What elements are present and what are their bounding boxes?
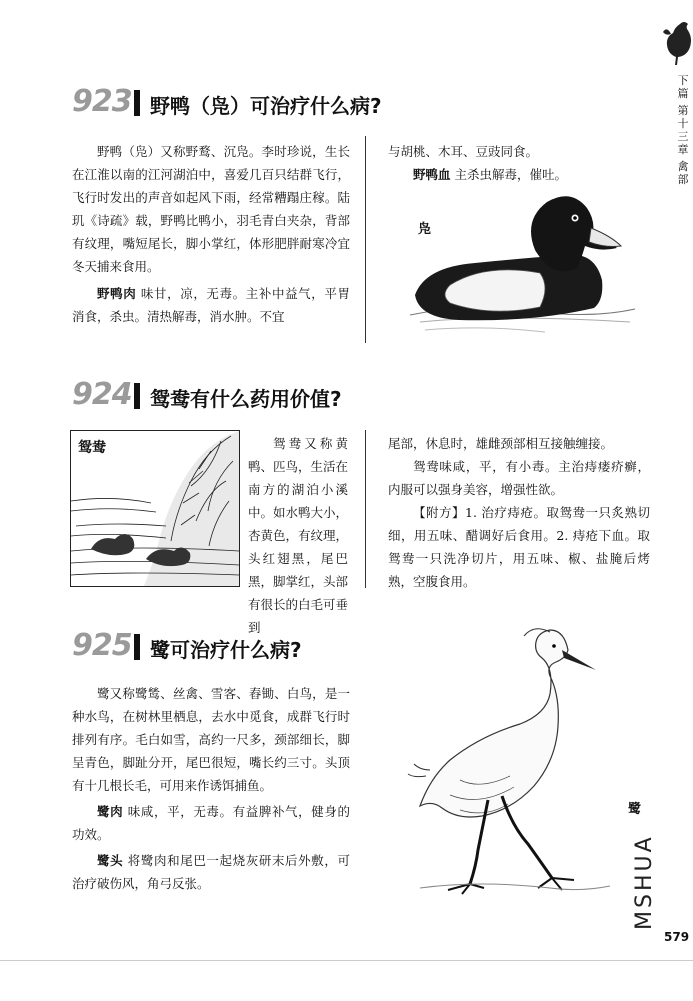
section-924-title: 鸳鸯有什么药用价值? — [150, 387, 342, 411]
section-924-number: 924 — [72, 377, 132, 412]
side-label-section-text: 禽部 — [677, 160, 689, 186]
egret-meat-heading: 鹭肉 — [97, 804, 124, 819]
footer-rule — [0, 960, 693, 961]
duck-illustration — [405, 190, 640, 340]
section-923-paragraph-1: 野鸭（凫）又称野鹜、沉凫。李时珍说，生长在江淮以南的江河湖泊中，喜爱几百只结群飞行，飞行时发出的声音如起风下雨，经常糟蹋庄稼。陆玑《诗疏》载，野鸭比鸭小，羽毛青白夹杂，背部有纹理，嘴短尾长，脚小掌红，体形肥胖耐寒冷宜冬天捕来食用。 — [72, 144, 350, 274]
wild-duck-meat-text: 味甘，凉，无毒。主补中益气，平胃消食，杀虫。清热解毒，消水肿。不宜 — [72, 286, 350, 324]
section-923-left-text — [72, 140, 350, 328]
section-924-paragraph-3: 鸳鸯味咸，平，有小毒。主治痔瘘疥癣，内服可以强身美容，增强性欲。 — [388, 459, 650, 497]
section-924-paragraph-2: 尾部，休息时，雄雌颈部相互接触缠接。 — [388, 436, 614, 451]
section-923-paragraph-2 — [72, 282, 350, 328]
rooster-icon — [660, 18, 693, 68]
section-923-number: 923 — [72, 84, 132, 119]
side-label-chapter — [676, 104, 690, 156]
wild-duck-blood-heading: 野鸭血 — [413, 167, 451, 182]
section-923-divider — [365, 136, 366, 343]
section-923-paragraph-3: 与胡桃、木耳、豆豉同食。 — [388, 144, 539, 159]
section-925-title: 鹭可治疗什么病? — [150, 638, 302, 662]
section-923-bar — [134, 90, 140, 116]
section-925-paragraph-1: 鹭又称鹭鸶、丝禽、雪客、舂锄、白鸟，是一种水鸟，在树林里栖息，去水中觅食，成群飞行时排列有序。毛白如雪，高约一尺多，颈部细长，脚呈青色，脚趾分开，尾巴很短，嘴长约三寸。头顶有十几根长毛，可用来作诱饵捕鱼。 — [72, 686, 350, 793]
side-label-chapter-text: 第十三章 — [677, 104, 689, 156]
section-923-paragraph-4 — [388, 163, 648, 186]
section-925-text — [72, 682, 350, 895]
mandarin-duck-label: 鸳鸯 — [76, 437, 108, 457]
egret-meat-text: 味咸，平，无毒。有益脾补气，健身的功效。 — [72, 804, 350, 842]
side-label-section — [676, 160, 690, 186]
section-924-right-text — [388, 432, 650, 593]
section-924-bar — [134, 383, 140, 409]
section-925-paragraph-2 — [72, 800, 350, 846]
egret-illustration — [400, 620, 620, 900]
section-925-paragraph-3 — [72, 849, 350, 895]
duck-label: 凫 — [418, 222, 432, 237]
egret-label: 鹭 — [628, 802, 642, 817]
side-label-part — [676, 74, 690, 100]
egret-head-heading: 鹭头 — [97, 853, 124, 868]
watermark: MSHUA — [632, 834, 657, 930]
section-925-bar — [134, 634, 140, 660]
section-924-paragraph-1: 鸳鸯又称黄鸭、匹鸟，生活在南方的湖泊小溪中。如水鸭大小，杏黄色，有纹理，头红翅黑，尾巴黑，脚掌红，头部有很长的白毛可垂到 — [248, 436, 349, 635]
side-label-part-text: 下篇 — [677, 74, 689, 100]
section-925-number: 925 — [72, 628, 132, 663]
section-923-title: 野鸭（凫）可治疗什么病? — [150, 94, 382, 118]
section-923-right-text — [388, 140, 648, 186]
wild-duck-blood-text: 主杀虫解毒，催吐。 — [450, 167, 567, 182]
page-number: 579 — [664, 930, 690, 944]
section-924-divider — [365, 430, 366, 588]
egret-head-text: 将鹭肉和尾巴一起烧灰研末后外敷，可治疗破伤风，角弓反张。 — [72, 853, 350, 891]
section-924-paragraph-4: 【附方】1. 治疗痔疮。取鸳鸯一只炙熟切细，用五味、醋调好后食用。2. 痔疮下血。取鸳鸯一只洗净切片，用五味、椒、盐腌后烤熟，空腹食用。 — [388, 505, 650, 589]
wild-duck-meat-heading: 野鸭肉 — [97, 286, 137, 301]
section-924-left-text — [248, 432, 348, 639]
